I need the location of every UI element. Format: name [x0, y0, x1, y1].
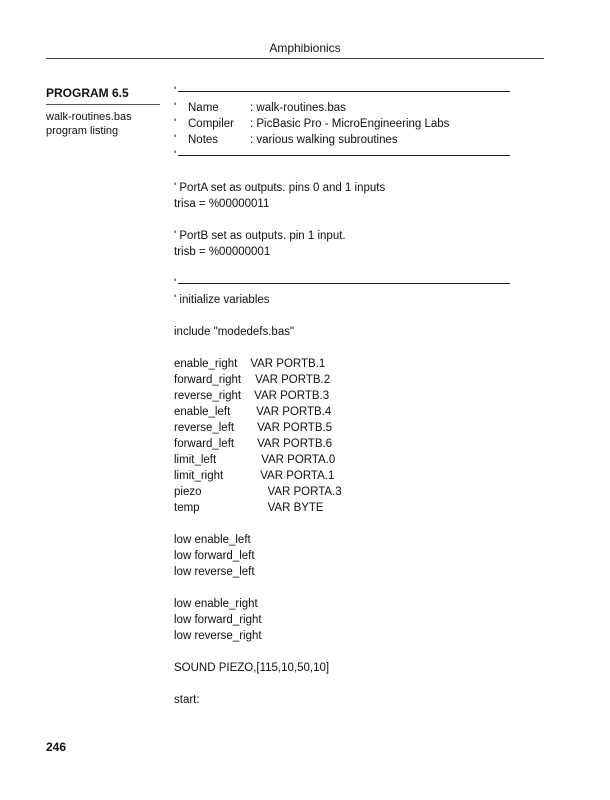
var-declaration	[174, 356, 510, 372]
blank-line	[174, 516, 510, 532]
var-declaration	[174, 436, 510, 452]
code-line-trisa: trisa = %00000011	[174, 198, 270, 210]
var-decl: VAR PORTB.6	[257, 438, 333, 450]
header-value: : PicBasic Pro - MicroEngineering Labs	[250, 118, 450, 130]
var-name: reverse_right	[174, 390, 242, 402]
var-name: temp	[174, 502, 200, 514]
header-key: Notes	[188, 134, 219, 146]
var-name: limit_left	[174, 454, 217, 466]
blank-line	[174, 676, 510, 692]
header-value: : various walking subroutines	[250, 134, 398, 146]
var-declaration	[174, 372, 510, 388]
var-name: reverse_left	[174, 422, 235, 434]
var-declaration	[174, 452, 510, 468]
var-decl: VAR PORTA.3	[267, 486, 342, 498]
var-decl: VAR BYTE	[267, 502, 324, 514]
comment-rule: '	[174, 148, 510, 164]
code-line-include: include "modedefs.bas"	[174, 326, 295, 338]
code-line-low: low enable_right	[174, 598, 258, 610]
code-line-trisb: trisb = %00000001	[174, 246, 271, 258]
var-decl: VAR PORTB.5	[257, 422, 333, 434]
blank-line	[174, 260, 510, 276]
var-declaration	[174, 404, 510, 420]
program-label: PROGRAM 6.5	[46, 86, 160, 105]
var-declaration	[174, 420, 510, 436]
var-decl: VAR PORTB.2	[255, 374, 331, 386]
program-caption	[46, 110, 160, 138]
running-head: Amphibionics	[269, 41, 341, 55]
blank-line	[174, 164, 510, 180]
code-line-low: low forward_left	[174, 550, 255, 562]
header-row-notes: ' Notes : various walking subroutines	[174, 134, 398, 146]
var-decl: VAR PORTA.0	[261, 454, 336, 466]
var-name: enable_left	[174, 406, 231, 418]
code-line-low: low reverse_right	[174, 630, 262, 642]
blank-line	[174, 340, 510, 356]
code-line-start-label: start:	[174, 694, 200, 706]
code-line-porta-comment: ' PortA set as outputs. pins 0 and 1 inputs	[174, 182, 386, 194]
var-name: enable_right	[174, 358, 238, 370]
var-declaration	[174, 500, 510, 516]
header-rule	[46, 58, 544, 59]
header-row-compiler: ' Compiler : PicBasic Pro - MicroEngineering Labs	[174, 118, 450, 130]
var-declaration	[174, 388, 510, 404]
code-line-portb-comment: ' PortB set as outputs. pin 1 input.	[174, 230, 346, 242]
code-line-low: low reverse_left	[174, 566, 255, 578]
code-line-sound: SOUND PIEZO,[115,10,50,10]	[174, 662, 330, 674]
blank-line	[174, 212, 510, 228]
comment-rule: '	[174, 276, 510, 292]
code-line-low: low forward_right	[174, 614, 262, 626]
var-decl: VAR PORTB.3	[254, 390, 330, 402]
blank-line	[174, 644, 510, 660]
blank-line	[174, 308, 510, 324]
blank-line	[174, 580, 510, 596]
var-declaration	[174, 468, 510, 484]
code-line-init-comment: ' initialize variables	[174, 294, 270, 306]
caption-line-2: program listing	[46, 125, 119, 137]
header-key: Compiler	[188, 118, 235, 130]
comment-rule: '	[174, 84, 510, 100]
header-row-name: ' Name : walk-routines.bas	[174, 102, 346, 114]
code-listing	[174, 84, 510, 708]
var-name: forward_right	[174, 374, 242, 386]
header-value: : walk-routines.bas	[250, 102, 346, 114]
var-name: limit_right	[174, 470, 224, 482]
var-decl: VAR PORTB.4	[256, 406, 332, 418]
var-name: piezo	[174, 486, 202, 498]
program-sidebar	[46, 86, 160, 138]
header-key: Name	[188, 102, 219, 114]
var-name: forward_left	[174, 438, 235, 450]
page-number: 246	[46, 740, 67, 754]
var-decl: VAR PORTA.1	[260, 470, 335, 482]
var-decl: VAR PORTB.1	[250, 358, 326, 370]
code-line-low: low enable_left	[174, 534, 251, 546]
caption-line-1: walk-routines.bas	[46, 111, 132, 123]
var-declaration	[174, 484, 510, 500]
